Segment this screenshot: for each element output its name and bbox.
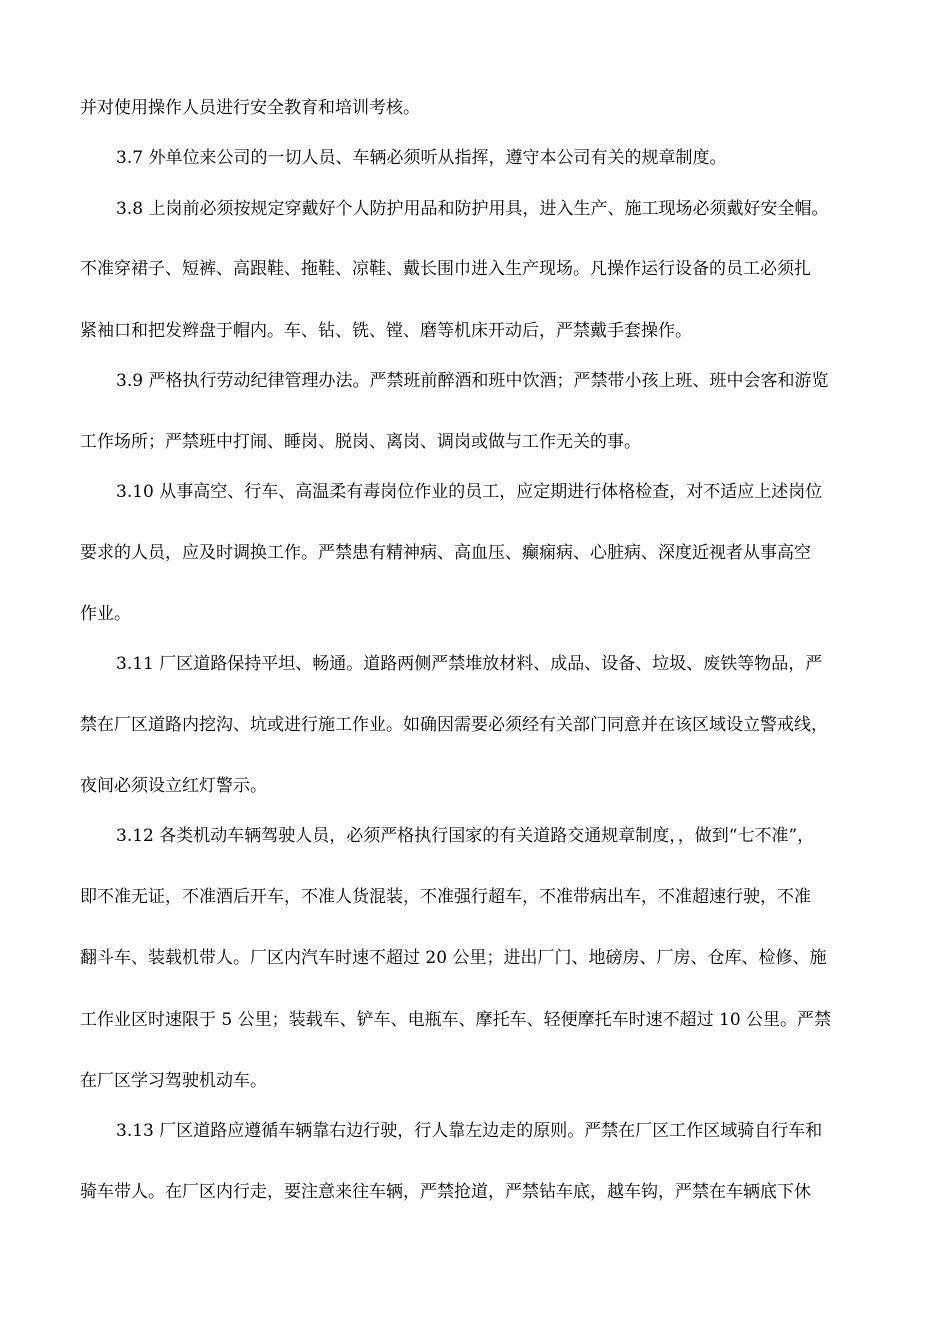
text-line: 骑车带人。在厂区内行走，要注意来往车辆，严禁抢道，严禁钻车底，越车钩，严禁在车辆底下休 [80, 1182, 811, 1202]
text-line: 要求的人员，应及时调换工作。严禁患有精神病、高血压、癫痫病、心脏病、深度近视者从事高空 [80, 543, 811, 563]
text-line: 禁在厂区道路内挖沟、坑或进行施工作业。如确因需要必须经有关部门同意并在该区域设立警戒线， [80, 715, 828, 735]
text-line: 工作业区时速限于 5 公里；装载车、铲车、电瓶车、摩托车、轻便摩托车时速不超过 10 公里。严禁 [80, 1010, 832, 1030]
text-line: 作业。 [80, 604, 131, 624]
text-line: 工作场所；严禁班中打闹、睡岗、脱岗、离岗、调岗或做与工作无关的事。 [80, 432, 641, 452]
text-line: 不准穿裙子、短裤、高跟鞋、拖鞋、凉鞋、戴长围巾进入生产现场。凡操作运行设备的员工必须扎 [80, 259, 811, 279]
text-line: 并对使用操作人员进行安全教育和培训考核。 [80, 98, 420, 118]
clause-3-8: 3.8 上岗前必须按规定穿戴好个人防护用品和防护用具，进入生产、施工现场必须戴好安全帽。 [116, 199, 829, 219]
clause-3-9: 3.9 严格执行劳动纪律管理办法。严禁班前醉酒和班中饮酒；严禁带小孩上班、班中会客和游览 [116, 371, 829, 391]
clause-3-10: 3.10 从事高空、行车、高温柔有毒岗位作业的员工，应定期进行体格检查，对不适应上述岗位 [116, 482, 823, 502]
text-line: 夜间必须设立红灯警示。 [80, 776, 267, 796]
clause-3-12: 3.12 各类机动车辆驾驶人员，必须严格执行国家的有关道路交通规章制度，，做到“七不准”， [116, 826, 815, 846]
clause-3-13: 3.13 厂区道路应遵循车辆靠右边行驶，行人靠左边走的原则。严禁在厂区工作区域骑自行车和 [116, 1121, 823, 1141]
text-line: 紧袖口和把发辫盘于帽内。车、钻、铣、镗、磨等机床开动后，严禁戴手套操作。 [80, 321, 692, 341]
text-line: 即不准无证，不准酒后开车，不准人货混装，不准强行超车，不准带病出车，不准超速行驶，不准 [80, 887, 811, 907]
clause-3-7: 3.7 外单位来公司的一切人员、车辆必须听从指挥，遵守本公司有关的规章制度。 [116, 148, 727, 168]
clause-3-11: 3.11 厂区道路保持平坦、畅通。道路两侧严禁堆放材料、成品、设备、垃圾、废铁等物品，严 [116, 654, 823, 674]
text-line: 在厂区学习驾驶机动车。 [80, 1071, 267, 1091]
text-line: 翻斗车、装载机带人。厂区内汽车时速不超过 20 公里；进出厂门、地磅房、厂房、仓库、检修、施 [80, 948, 827, 968]
